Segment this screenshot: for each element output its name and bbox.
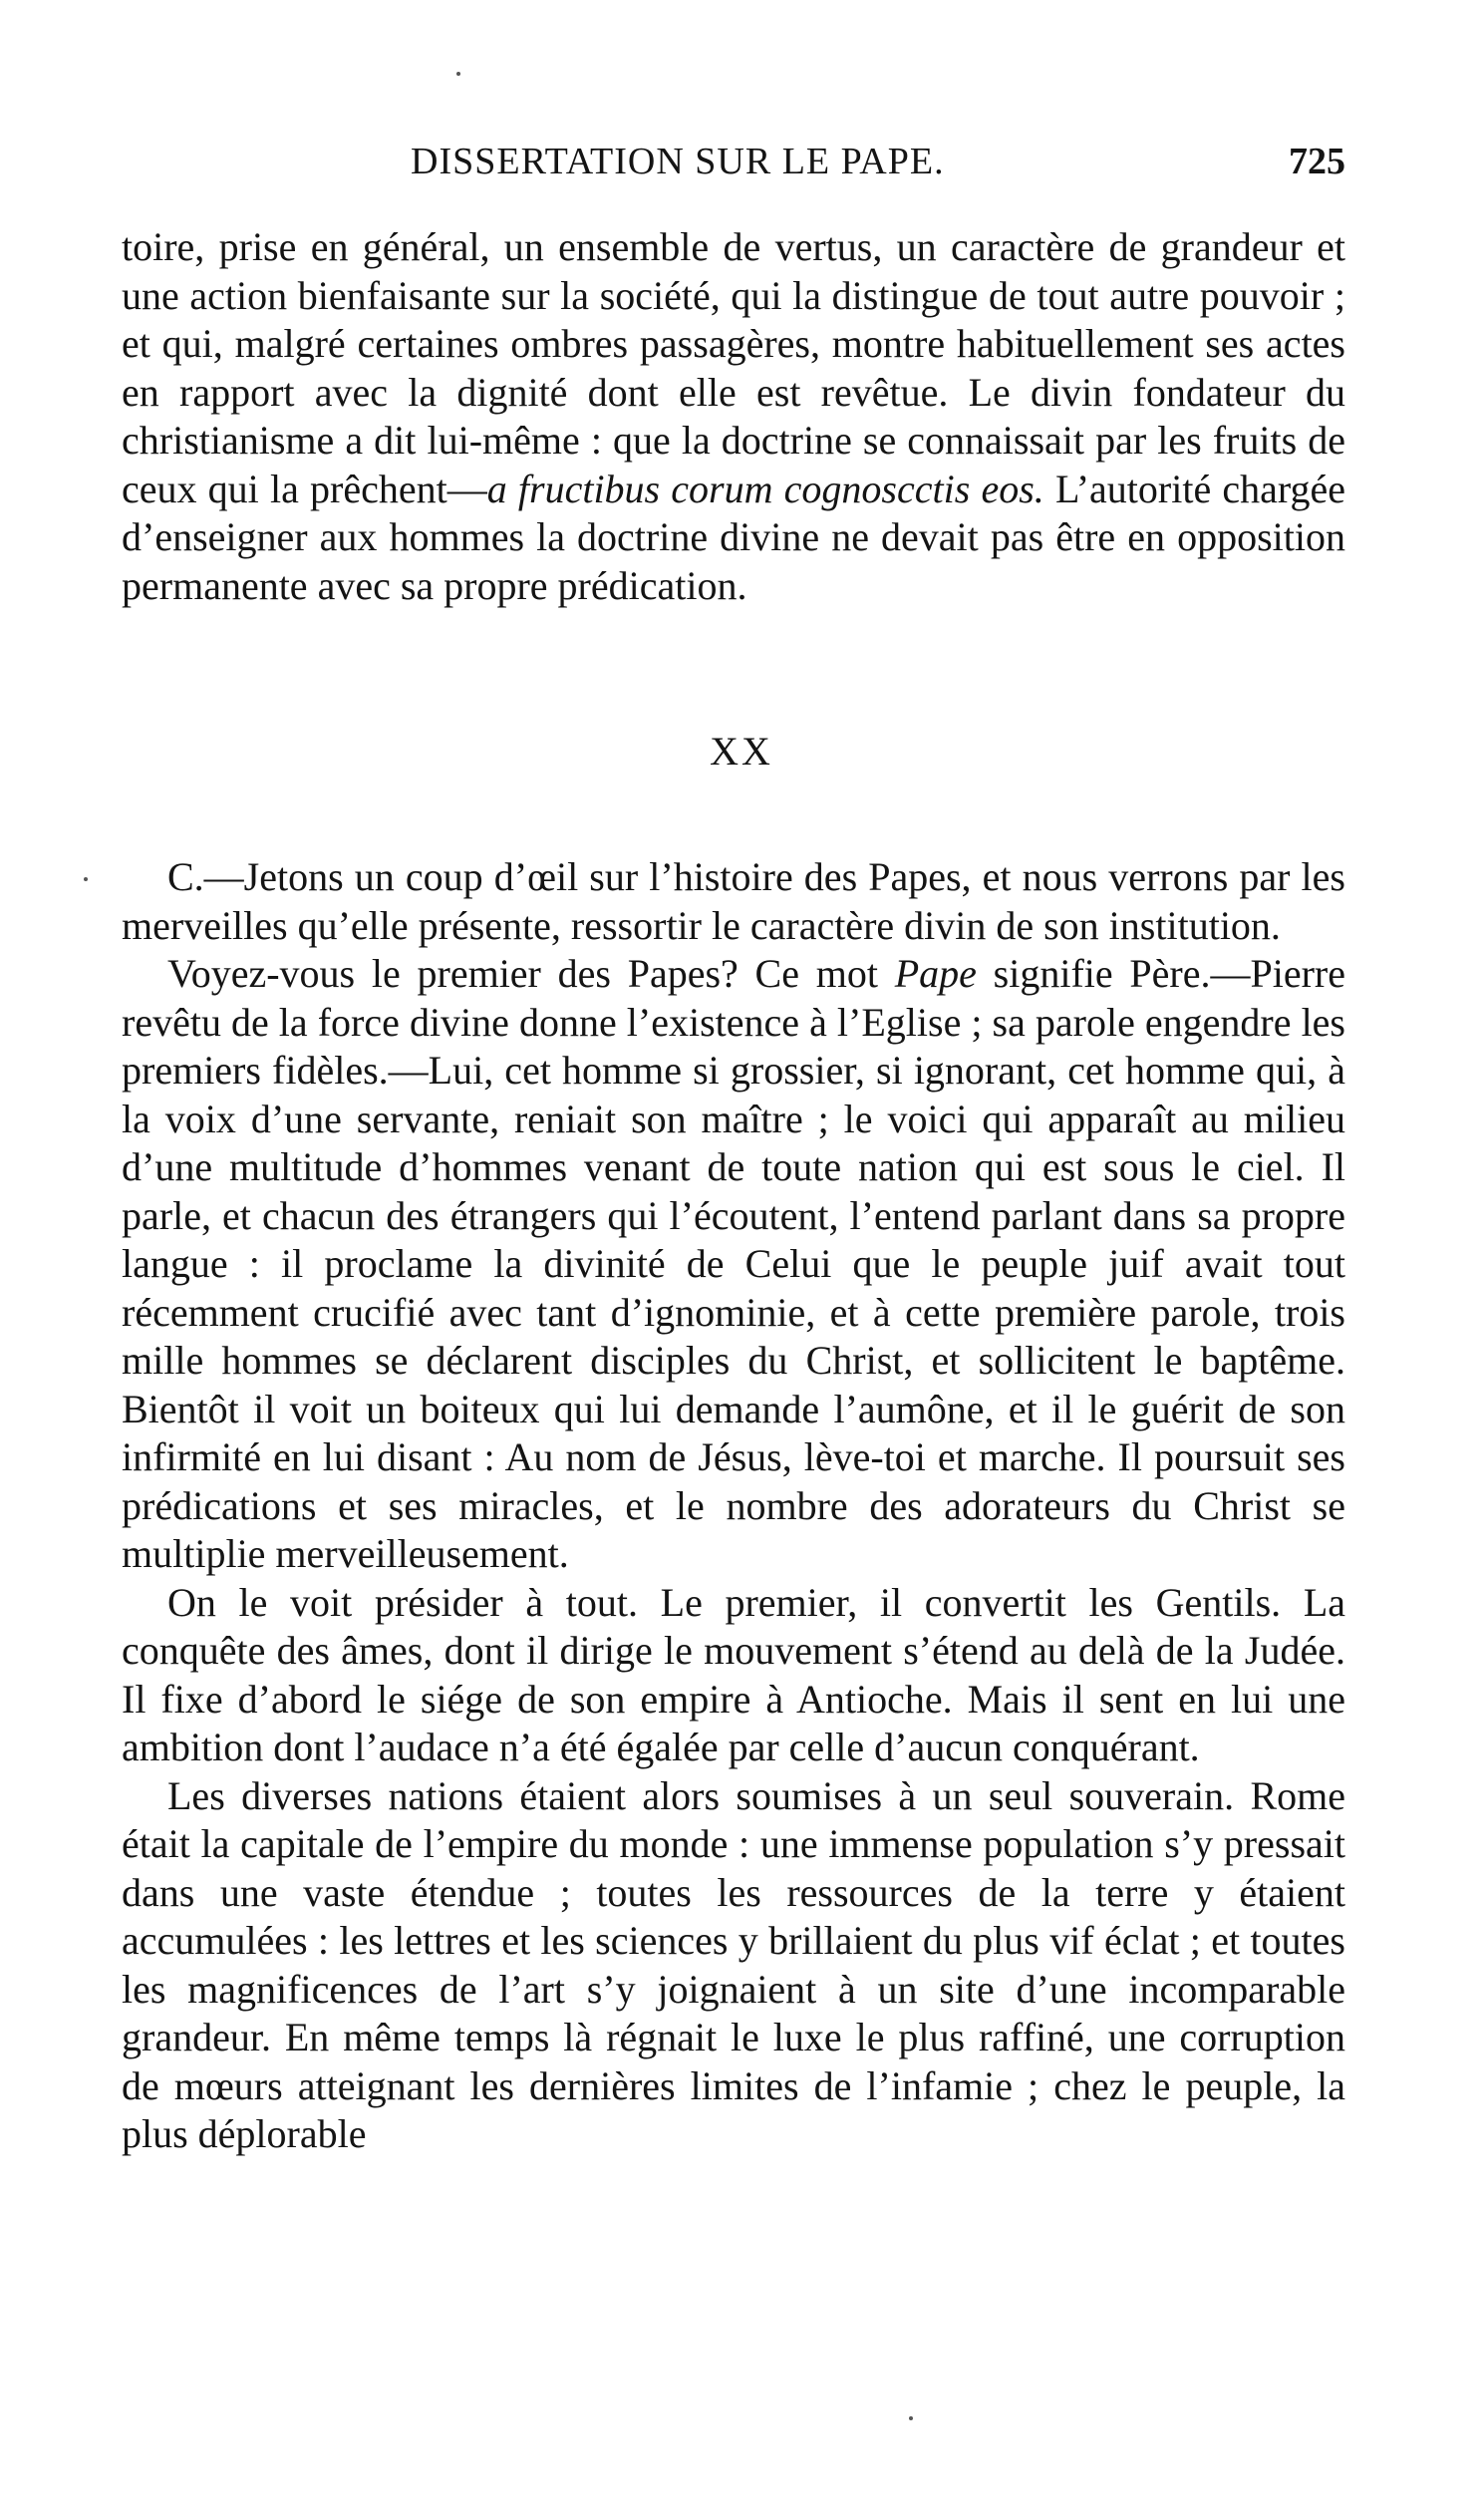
text-block-bottom <box>122 853 1345 2159</box>
print-speck <box>84 877 88 881</box>
paragraph <box>122 950 1345 1579</box>
running-title: DISSERTATION SUR LE PAPE. <box>411 141 945 182</box>
paragraph-continuation <box>122 223 1345 610</box>
text-block-top <box>122 223 1345 610</box>
print-speck <box>909 2416 913 2420</box>
italic-word: Pape <box>894 951 977 996</box>
paragraph: Les diverses nations étaient alors soumises à un seul souverain. Rome était la capitale de l’empire du monde : une immense population s’y pressait dans une vaste étendue ; toutes les ressources de la terre y étaient accumulées : les lettres et les sciences y brillaient du plus vif éclat ; et toutes les magnificences de l’art s’y joignaient à un site d’une incomparable grandeur. En même temps là régnait le luxe le plus raffiné, une corruption de mœurs atteignant les dernières limites de l’infamie ; chez le peuple, la plus déplorable <box>122 1772 1345 2156</box>
page-number: 725 <box>1289 141 1345 182</box>
print-speck <box>456 72 460 76</box>
paragraph: C.—Jetons un coup d’œil sur l’histoire des Papes, et nous verrons par les merveilles qu’elle présente, ressortir le caractère divin de son institution. <box>122 854 1345 948</box>
paragraph-lead: Voyez-vous le premier des Papes? Ce mot <box>167 951 895 996</box>
running-head <box>122 140 1345 189</box>
paragraph: On le voit présider à tout. Le premier, il convertit les Gentils. La conquête des âmes, dont il dirige le mouvement s’étend au delà de la Judée. Il fixe d’abord le siége de son empire à Antioche. Mais il sent en lui une ambition dont l’audace n’a été égalée par celle d’aucun conquérant. <box>122 1579 1345 1769</box>
latin-quote: a fructibus corum cognoscctis eos. <box>486 466 1044 511</box>
paragraph-body: Pierre revêtu de la force divine donne l’existence à l’Eglise ; sa parole engendre les premiers fidèles.—Lui, cet homme si grossier, si ignorant, cet homme qui, à la voix d’une servante, reniait son maître ; le voici qui apparaît au milieu d’une multitude d’hommes venant de toute nation qui est sous le ciel. Il parle, et chacun des étrangers qui l’écoutent, l’entend parlant dans sa propre langue : il proclame la divinité de Celui que le peuple juif avait tout récemment crucifié avec tant d’ignominie, et à cette première parole, trois mille hommes se déclarent disciples du Christ, et sollicitent le baptême. Bientôt il voit un boiteux qui lui demande l’aumône, et il le guérit de son infirmité en lui disant : Au nom de Jésus, lève-toi et marche. Il poursuit ses prédications et ses miracles, et le nombre des adorateurs du Christ se multiplie merveilleusement. <box>122 951 1346 1576</box>
paragraph-text-end: L’autorité chargée d’enseigner aux hommes la doctrine divine ne devait pas être en opposition permanente avec sa propre prédication. <box>122 466 1346 608</box>
section-heading: XX <box>710 729 773 774</box>
paragraph-lead-end: signifie Père.— <box>976 951 1251 996</box>
paragraph-text: toire, prise en général, un ensemble de vertus, un caractère de grandeur et une action bienfaisante sur la société, qui la distingue de tout autre pouvoir ; et qui, malgré certaines ombres passagères, montre habituellement ses actes en rapport avec la dignité dont elle est revêtue. Le divin fondateur du christianisme a dit lui-même : que la doctrine se connaissait par les fruits de ceux qui la prêchent— <box>122 224 1345 511</box>
